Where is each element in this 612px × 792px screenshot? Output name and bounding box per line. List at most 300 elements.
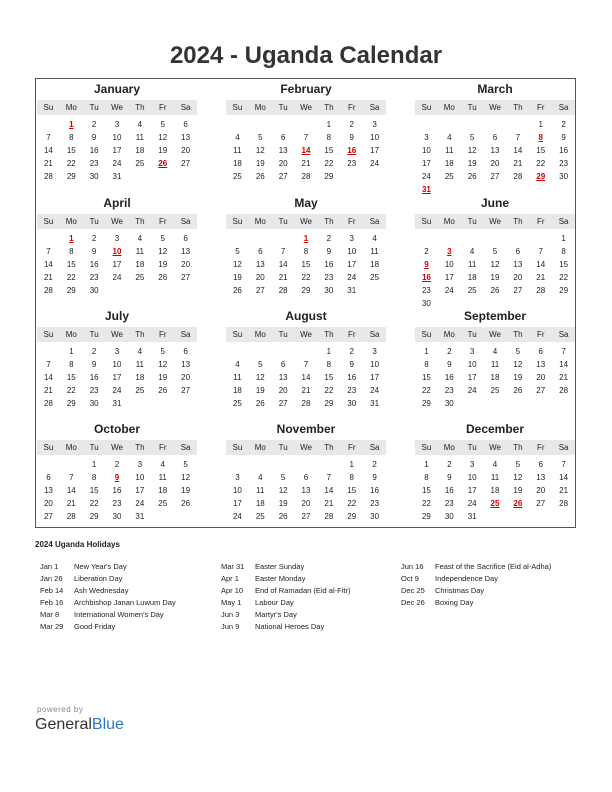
day-cell: 4 — [137, 234, 143, 243]
week-row — [415, 245, 575, 258]
day-cell: 19 — [232, 273, 242, 282]
holiday-date: Feb 16 — [40, 597, 64, 607]
day-cell: 26 — [181, 499, 191, 508]
holiday-item — [221, 620, 350, 632]
weekday-label: We — [489, 103, 501, 112]
month-name: November — [276, 422, 336, 436]
day-cell: 10 — [135, 473, 145, 482]
day-cell: 6 — [538, 460, 543, 469]
day-cell: 24 — [112, 386, 122, 395]
day-cell: 3 — [447, 247, 452, 256]
day-cell: 29 — [421, 399, 431, 408]
day-cell: 7 — [561, 347, 566, 356]
day-cell: 5 — [515, 347, 521, 356]
day-cell: 15 — [324, 146, 334, 155]
weekday-label: We — [489, 443, 501, 452]
day-cell: 7 — [515, 133, 521, 142]
day-cell: 7 — [303, 360, 309, 369]
holiday-date: Oct 9 — [401, 573, 419, 583]
day-cell: 3 — [349, 234, 354, 243]
day-cell: 28 — [301, 172, 311, 181]
holiday-date: Mar 31 — [221, 561, 245, 571]
holiday-item — [40, 560, 176, 572]
day-cell: 5 — [160, 120, 165, 129]
holiday-name: Good Friday — [74, 621, 116, 631]
day-cell: 26 — [490, 286, 500, 295]
day-cell: 6 — [280, 360, 286, 369]
day-cell: 27 — [43, 512, 53, 521]
day-cell: 31 — [467, 512, 477, 521]
day-cell: 28 — [66, 512, 76, 521]
day-cell: 26 — [158, 386, 168, 395]
week-row — [37, 458, 197, 471]
day-cell: 7 — [46, 247, 51, 256]
month-name: September — [463, 309, 527, 323]
day-cell: 20 — [536, 373, 546, 382]
day-cell: 1 — [561, 234, 566, 243]
day-cell: 23 — [347, 159, 357, 168]
day-cell: 13 — [181, 133, 191, 142]
day-cell: 1 — [349, 460, 354, 469]
day-cell: 25 — [158, 499, 168, 508]
weekday-header-row — [37, 100, 197, 115]
day-cell: 29 — [324, 399, 334, 408]
weekday-label: Su — [421, 443, 432, 452]
day-cell: 26 — [467, 172, 477, 181]
day-cell: 19 — [181, 486, 191, 495]
day-cell: 21 — [536, 273, 546, 282]
day-cell: 26 — [513, 386, 523, 395]
day-cell: 28 — [43, 286, 53, 295]
weekday-label: Sa — [180, 443, 191, 452]
day-cell: 2 — [372, 460, 377, 469]
week-row — [37, 371, 197, 384]
day-cell: 18 — [255, 499, 265, 508]
weekday-label: We — [300, 330, 312, 339]
day-cell: 14 — [559, 473, 569, 482]
weekday-header-row — [37, 327, 197, 342]
week-row — [415, 118, 575, 131]
weekday-label: Tu — [278, 443, 288, 452]
day-cell: 13 — [43, 486, 53, 495]
month-august — [226, 309, 386, 410]
day-cell: 21 — [301, 386, 311, 395]
day-cell: 14 — [43, 373, 53, 382]
day-cell: 3 — [469, 460, 475, 469]
week-row — [226, 397, 386, 410]
weekday-label: Fr — [536, 330, 545, 339]
day-cell: 22 — [347, 499, 357, 508]
day-cell: 8 — [69, 247, 74, 256]
holiday-column — [221, 560, 350, 632]
day-cell: 27 — [181, 386, 191, 395]
day-cell: 23 — [559, 159, 569, 168]
weekday-header-row — [415, 327, 575, 342]
day-cell: 6 — [46, 473, 51, 482]
day-cell: 24 — [421, 172, 431, 181]
holiday-item — [40, 596, 176, 608]
day-cell: 18 — [490, 373, 500, 382]
weekday-label: Tu — [467, 330, 477, 339]
month-november — [226, 422, 386, 523]
day-cell: 25 — [255, 512, 265, 521]
week-row — [226, 345, 386, 358]
day-cell: 7 — [538, 247, 543, 256]
day-cell: 13 — [278, 146, 288, 155]
day-cell: 10 — [112, 133, 122, 142]
day-cell: 17 — [467, 486, 477, 495]
week-row — [226, 358, 386, 371]
weekday-label: Th — [324, 330, 334, 339]
day-cell: 15 — [66, 146, 76, 155]
weekday-label: Fr — [536, 217, 545, 226]
weekday-label: Mo — [254, 103, 266, 112]
day-cell: 18 — [444, 159, 454, 168]
holiday-date: Jun 16 — [401, 561, 424, 571]
week-row — [415, 232, 575, 245]
weekday-label: Su — [232, 443, 243, 452]
day-cell: 20 — [490, 159, 500, 168]
day-cell: 26 — [158, 273, 168, 282]
day-cell: 27 — [278, 172, 288, 181]
day-cell: 11 — [135, 247, 145, 256]
day-cell: 12 — [255, 146, 265, 155]
day-cell: 31 — [421, 185, 431, 194]
holiday-item — [401, 572, 551, 584]
month-july — [37, 309, 197, 410]
day-cell: 14 — [43, 260, 53, 269]
day-cell: 24 — [112, 273, 122, 282]
month-june — [415, 196, 575, 310]
holiday-name: Boxing Day — [435, 597, 474, 607]
day-cell: 13 — [181, 247, 191, 256]
day-cell: 25 — [444, 172, 454, 181]
day-cell: 17 — [444, 273, 454, 282]
holiday-item — [221, 572, 350, 584]
day-cell: 3 — [114, 234, 120, 243]
day-cell: 5 — [492, 247, 498, 256]
day-cell: 18 — [232, 386, 242, 395]
week-row — [415, 131, 575, 144]
day-cell: 24 — [347, 273, 357, 282]
day-cell: 30 — [421, 299, 431, 308]
day-cell: 20 — [255, 273, 265, 282]
day-cell: 9 — [91, 133, 97, 142]
day-cell: 12 — [467, 146, 477, 155]
day-cell: 29 — [89, 512, 99, 521]
day-cell: 24 — [112, 159, 122, 168]
weekday-label: Sa — [558, 443, 569, 452]
week-row — [226, 157, 386, 170]
day-cell: 26 — [513, 499, 523, 508]
day-cell: 29 — [536, 172, 546, 181]
day-cell: 20 — [43, 499, 53, 508]
month-name: June — [480, 196, 509, 210]
day-cell: 16 — [421, 273, 431, 282]
day-cell: 11 — [233, 373, 242, 382]
day-cell: 2 — [561, 120, 566, 129]
day-cell: 2 — [447, 347, 452, 356]
holiday-column — [401, 560, 551, 608]
day-cell: 5 — [515, 460, 521, 469]
day-cell: 21 — [278, 273, 288, 282]
day-cell: 17 — [467, 373, 477, 382]
holiday-item — [221, 596, 350, 608]
day-cell: 12 — [181, 473, 191, 482]
weekday-label: Mo — [65, 103, 77, 112]
day-cell: 30 — [559, 172, 569, 181]
day-cell: 12 — [158, 247, 168, 256]
day-cell: 6 — [280, 133, 286, 142]
weekday-label: Fr — [536, 443, 545, 452]
weekday-header-row — [226, 214, 386, 229]
day-cell: 2 — [349, 120, 354, 129]
day-cell: 5 — [258, 133, 263, 142]
holiday-name: End of Ramadan (Eid al-Fitr) — [255, 585, 351, 595]
day-cell: 15 — [301, 260, 311, 269]
weekday-label: Sa — [180, 217, 191, 226]
holiday-date: Jan 26 — [40, 573, 63, 583]
day-cell: 15 — [536, 146, 546, 155]
holiday-date: Jun 3 — [221, 609, 240, 619]
day-cell: 15 — [66, 260, 76, 269]
day-cell: 31 — [135, 512, 145, 521]
day-cell: 19 — [158, 146, 168, 155]
month-name: March — [477, 82, 513, 96]
day-cell: 9 — [424, 260, 429, 269]
day-cell: 31 — [112, 172, 122, 181]
day-cell: 24 — [370, 386, 380, 395]
day-cell: 25 — [135, 273, 145, 282]
day-cell: 20 — [278, 386, 288, 395]
day-cell: 13 — [536, 473, 546, 482]
week-row — [37, 131, 197, 144]
holiday-date: Dec 26 — [401, 597, 425, 607]
weekday-label: Tu — [89, 330, 99, 339]
day-cell: 14 — [513, 146, 523, 155]
day-cell: 11 — [256, 486, 265, 495]
weekday-label: Su — [43, 330, 54, 339]
day-cell: 8 — [303, 247, 309, 256]
day-cell: 25 — [467, 286, 477, 295]
day-cell: 18 — [370, 260, 380, 269]
day-cell: 27 — [490, 172, 500, 181]
week-row — [415, 371, 575, 384]
day-cell: 4 — [137, 120, 143, 129]
weekday-label: Mo — [254, 217, 266, 226]
day-cell: 20 — [181, 373, 191, 382]
day-cell: 17 — [112, 373, 122, 382]
day-cell: 29 — [559, 286, 569, 295]
day-cell: 14 — [301, 373, 311, 382]
holiday-item — [40, 620, 176, 632]
day-cell: 20 — [278, 159, 288, 168]
day-cell: 8 — [538, 133, 543, 142]
day-cell: 8 — [91, 473, 97, 482]
day-cell: 8 — [349, 473, 354, 482]
day-cell: 12 — [255, 373, 265, 382]
day-cell: 9 — [447, 473, 452, 482]
week-row — [415, 284, 575, 297]
day-cell: 24 — [370, 159, 380, 168]
weekday-label: Su — [421, 330, 432, 339]
weekday-label: Th — [513, 443, 523, 452]
day-cell: 4 — [235, 133, 240, 142]
week-row — [37, 345, 197, 358]
day-cell: 29 — [66, 172, 76, 181]
week-row — [415, 144, 575, 157]
day-cell: 6 — [258, 247, 263, 256]
day-cell: 18 — [158, 486, 168, 495]
day-cell: 21 — [559, 373, 569, 382]
day-cell: 13 — [301, 486, 311, 495]
day-cell: 10 — [112, 360, 122, 369]
brand-logo[interactable] — [35, 716, 124, 734]
day-cell: 3 — [137, 460, 143, 469]
day-cell: 29 — [66, 286, 76, 295]
day-cell: 16 — [324, 260, 334, 269]
day-cell: 11 — [135, 133, 145, 142]
week-row — [415, 484, 575, 497]
day-cell: 9 — [326, 247, 332, 256]
day-cell: 27 — [536, 386, 546, 395]
weekday-label: We — [111, 443, 123, 452]
day-cell: 24 — [444, 286, 454, 295]
day-cell: 4 — [492, 460, 498, 469]
day-cell: 7 — [561, 460, 566, 469]
week-row — [415, 183, 575, 196]
day-cell: 11 — [445, 146, 454, 155]
month-september — [415, 309, 575, 410]
day-cell: 25 — [490, 386, 500, 395]
day-cell: 23 — [89, 273, 99, 282]
day-cell: 21 — [66, 499, 76, 508]
holiday-item — [221, 560, 350, 572]
day-cell: 16 — [347, 146, 357, 155]
day-cell: 22 — [324, 159, 334, 168]
weekday-label: Fr — [158, 103, 167, 112]
week-row — [226, 471, 386, 484]
day-cell: 14 — [536, 260, 546, 269]
holiday-item — [40, 608, 176, 620]
day-cell: 19 — [513, 373, 523, 382]
week-row — [226, 371, 386, 384]
day-cell: 23 — [89, 159, 99, 168]
holiday-date: Mar 29 — [40, 621, 64, 631]
day-cell: 6 — [515, 247, 521, 256]
day-cell: 1 — [69, 120, 74, 129]
day-cell: 26 — [232, 286, 242, 295]
day-cell: 9 — [349, 133, 354, 142]
holiday-date: Mar 8 — [40, 609, 60, 619]
week-row — [415, 397, 575, 410]
day-cell: 17 — [421, 159, 431, 168]
weekday-label: Su — [232, 217, 243, 226]
day-cell: 11 — [467, 260, 477, 269]
day-cell: 11 — [490, 360, 500, 369]
day-cell: 28 — [324, 512, 334, 521]
week-row — [37, 284, 197, 297]
holiday-item — [401, 584, 551, 596]
day-cell: 6 — [183, 347, 188, 356]
weekday-label: Fr — [158, 330, 167, 339]
week-row — [415, 345, 575, 358]
day-cell: 13 — [181, 360, 191, 369]
day-cell: 18 — [490, 486, 500, 495]
day-cell: 11 — [370, 247, 379, 256]
day-cell: 6 — [538, 347, 543, 356]
week-row — [37, 271, 197, 284]
weekday-label: Su — [421, 103, 432, 112]
day-cell: 12 — [490, 260, 500, 269]
week-row — [226, 271, 386, 284]
brand-general: General — [35, 716, 92, 733]
day-cell: 30 — [89, 172, 99, 181]
weekday-label: Tu — [467, 217, 477, 226]
day-cell: 10 — [112, 247, 122, 256]
month-february — [226, 82, 386, 183]
day-cell: 3 — [372, 347, 377, 356]
day-cell: 1 — [424, 347, 429, 356]
day-cell: 30 — [89, 399, 99, 408]
day-cell: 22 — [559, 273, 569, 282]
week-row — [37, 471, 197, 484]
day-cell: 20 — [513, 273, 523, 282]
brand-blue: Blue — [91, 716, 124, 733]
day-cell: 4 — [137, 347, 143, 356]
day-cell: 16 — [112, 486, 122, 495]
day-cell: 25 — [232, 172, 242, 181]
day-cell: 16 — [444, 373, 454, 382]
month-name: October — [93, 422, 140, 436]
day-cell: 29 — [347, 512, 357, 521]
weekday-label: Su — [43, 217, 54, 226]
day-cell: 10 — [370, 133, 380, 142]
week-row — [226, 384, 386, 397]
week-row — [37, 397, 197, 410]
day-cell: 30 — [89, 286, 99, 295]
weekday-label: Mo — [65, 330, 77, 339]
day-cell: 17 — [112, 260, 122, 269]
day-cell: 8 — [561, 247, 566, 256]
day-cell: 2 — [91, 120, 97, 129]
month-name: August — [285, 309, 327, 323]
day-cell: 4 — [372, 234, 377, 243]
week-row — [415, 384, 575, 397]
day-cell: 17 — [232, 499, 242, 508]
day-cell: 9 — [372, 473, 377, 482]
day-cell: 18 — [135, 260, 145, 269]
day-cell: 17 — [135, 486, 145, 495]
day-cell: 17 — [370, 373, 380, 382]
day-cell: 15 — [559, 260, 569, 269]
weekday-label: Tu — [278, 103, 288, 112]
day-cell: 10 — [232, 486, 242, 495]
day-cell: 28 — [301, 399, 311, 408]
day-cell: 21 — [301, 159, 311, 168]
day-cell: 22 — [66, 386, 76, 395]
day-cell: 15 — [324, 373, 334, 382]
weekday-label: We — [111, 103, 123, 112]
day-cell: 26 — [255, 399, 265, 408]
weekday-label: Mo — [443, 103, 455, 112]
week-row — [226, 118, 386, 131]
weekday-label: Mo — [443, 217, 455, 226]
day-cell: 1 — [303, 234, 309, 243]
weekday-label: Th — [324, 217, 334, 226]
month-march — [415, 82, 575, 196]
day-cell: 20 — [536, 486, 546, 495]
